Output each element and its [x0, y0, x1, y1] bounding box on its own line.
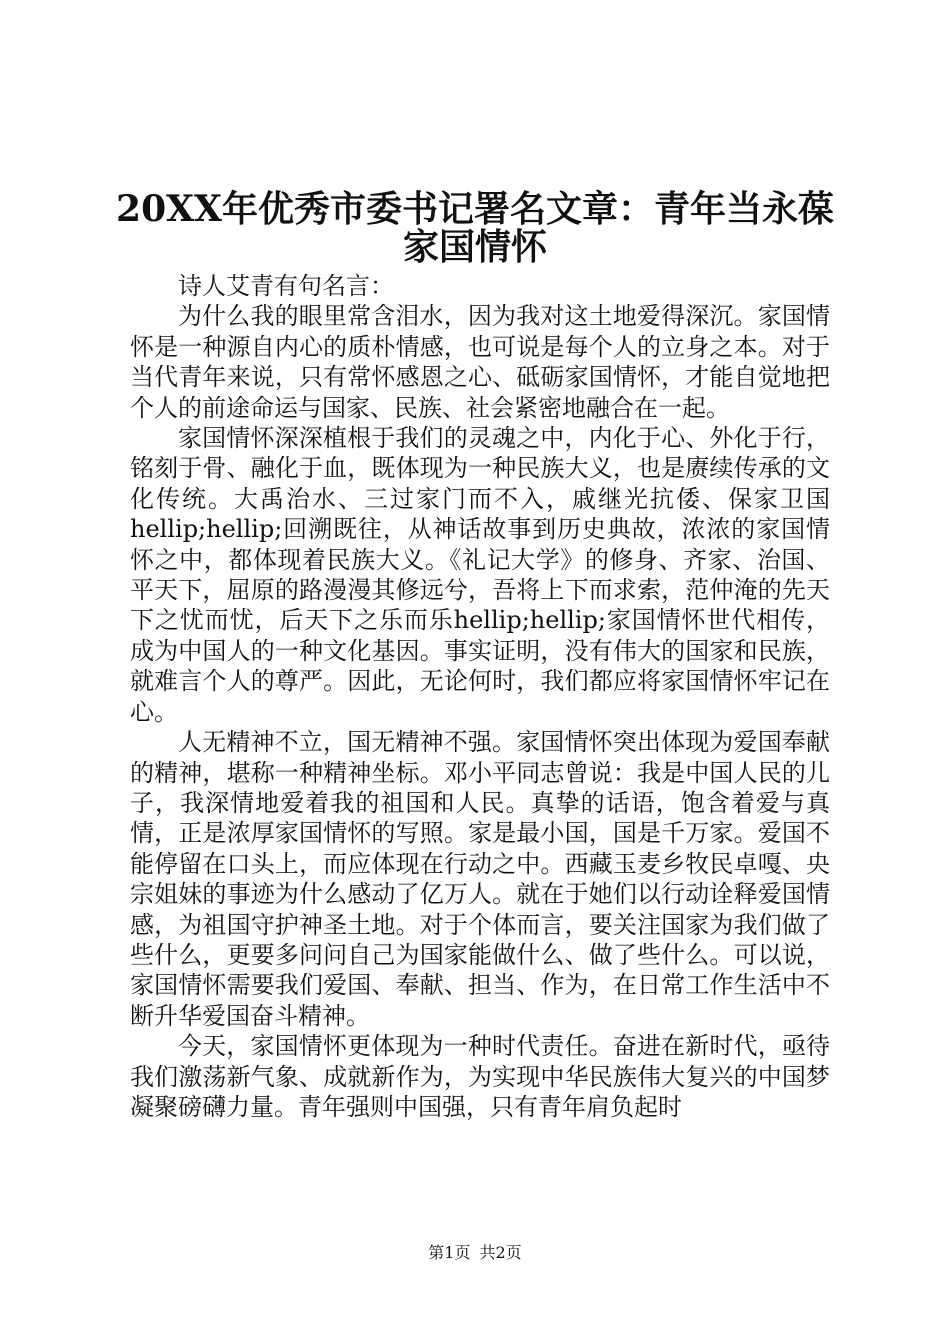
paragraph-3: 家国情怀深深植根于我们的灵魂之中，内化于心、外化于行，铭刻于骨、融化于血，既体现为一种民族大义，也是赓续传承的文化传统。大禹治水、三过家门而不入，戚继光抗倭、保家卫国hellip;hellip;回溯既往，从神话故事到历史典故，浓浓的家国情怀之中，都体现着民族大义。《礼记大学》的修身、齐家、治国、平天下，屈原的路漫漫其修远兮，吾将上下而求索，范仲淹的先天下之忧而忧，后天下之乐而乐hellip;hellip;家国情怀世代相传，成为中国人的一种文化基因。事实证明，没有伟大的国家和民族，就难言个人的尊严。因此，无论何时，我们都应将家国情怀牢记在心。	[130, 424, 830, 726]
paragraph-2: 为什么我的眼里常含泪水，因为我对这土地爱得深沉。家国情怀是一种源自内心的质朴情感，也可说是每个人的立身之本。对于当代青年来说，只有常怀感恩之心、砥砺家国情怀，才能自觉地把个人的前途命运与国家、民族、社会紧密地融合在一起。	[130, 302, 830, 422]
page-total: 共2页	[479, 1243, 522, 1262]
document-body	[130, 271, 830, 1122]
paragraph-5: 今天，家国情怀更体现为一种时代责任。奋进在新时代，亟待我们激荡新气象、成就新作为，为实现中华民族伟大复兴的中国梦凝聚磅礴力量。青年强则中国强，只有青年肩负起时	[130, 1032, 830, 1121]
paragraph-4: 人无精神不立，国无精神不强。家国情怀突出体现为爱国奉献的精神，堪称一种精神坐标。邓小平同志曾说：我是中国人民的儿子，我深情地爱着我的祖国和人民。真挚的话语，饱含着爱与真情，正是浓厚家国情怀的写照。家是最小国，国是千万家。爱国不能停留在口头上，而应体现在行动之中。西藏玉麦乡牧民卓嘎、央宗姐妹的事迹为什么感动了亿万人。就在于她们以行动诠释爱国情感，为祖国守护神圣土地。对于个体而言，要关注国家为我们做了些什么，更要多问问自己为国家能做什么、做了些什么。可以说，家国情怀需要我们爱国、奉献、担当、作为，在日常工作生活中不断升华爱国奋斗精神。	[130, 728, 830, 1030]
page-number: 第1页	[428, 1243, 471, 1262]
document-title-line-2: 家国情怀	[402, 226, 547, 268]
document-title-line-1: 20XX年优秀市委书记署名文章：青年当永葆	[116, 188, 834, 230]
page-footer	[0, 1243, 950, 1263]
paragraph-1: 诗人艾青有句名言：	[178, 272, 394, 300]
